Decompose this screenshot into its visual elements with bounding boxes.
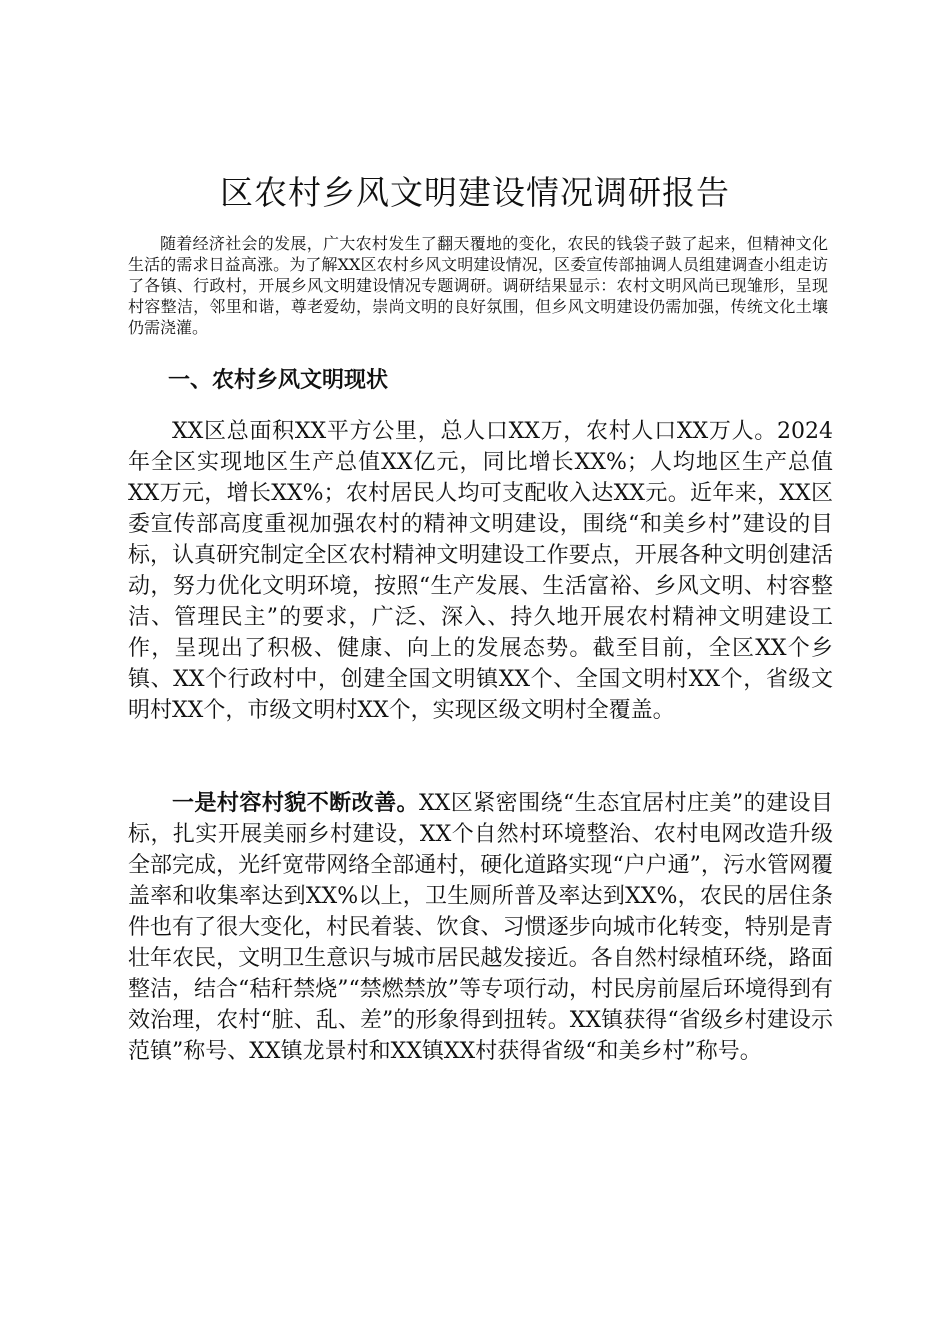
body-paragraph-1: XX区总面积XX平方公里，总人口XX万，农村人口XX万人。2024年全区实现地区生产总值XX亿元，同比增长XX%；人均地区生产总值XX万元，增长XX%；农村居民人均可支配收入达XX元。近年来，XX区委宣传部高度重视加强农村的精神文明建设，围绕“和美乡村”建设的目标，认真研究制定全区农村精神文明建设工作要点，开展各种文明创建活动，努力优化文明环境，按照“生产发展、生活富裕、乡风文明、村容整洁、管理民主”的要求，广泛、深入、持久地开展农村精神文明建设工作，呈现出了积极、健康、向上的发展态势。截至目前，全区XX个乡镇、XX个行政村中，创建全国文明镇XX个、全国文明村XX个，省级文明村XX个，市级文明村XX个，实现区级文明村全覆盖。 [128, 419, 833, 723]
body-paragraph-2 [128, 788, 833, 1067]
section-heading: 一、农村乡风文明现状 [168, 367, 389, 393]
paragraph-lead-text: 一是村容村貌不断改善。 [172, 790, 419, 816]
abstract-paragraph: 随着经济社会的发展，广大农村发生了翻天覆地的变化，农民的钱袋子鼓了起来，但精神文化生活的需求日益高涨。为了解XX区农村乡风文明建设情况，区委宣传部抽调人员组建调查小组走访了各镇、行政村，开展乡风文明建设情况专题调研。调研结果显示：农村文明风尚已现雏形，呈现村容整洁，邻里和谐，尊老爱幼，崇尚文明的良好氛围，但乡风文明建设仍需加强，传统文化土壤仍需浇灌。 [128, 234, 828, 337]
document-title: 区农村乡风文明建设情况调研报告 [220, 173, 730, 212]
paragraph-body-text: XX区紧密围绕“生态宜居村庄美”的建设目标，扎实开展美丽乡村建设，XX个自然村环境整治、农村电网改造升级全部完成，光纤宽带网络全部通村，硬化道路实现“户户通”，污水管网覆盖率和收集率达到XX%以上，卫生厕所普及率达到XX%，农民的居住条件也有了很大变化，村民着装、饮食、习惯逐步向城市化转变，特别是青壮年农民，文明卫生意识与城市居民越发接近。各自然村绿植环绕，路面整洁，结合“秸秆禁烧”“禁燃禁放”等专项行动，村民房前屋后环境得到有效治理，农村“脏、乱、差”的形象得到扭转。XX镇获得“省级乡村建设示范镇”称号、XX镇龙景村和XX镇XX村获得省级“和美乡村”称号。 [128, 791, 833, 1064]
